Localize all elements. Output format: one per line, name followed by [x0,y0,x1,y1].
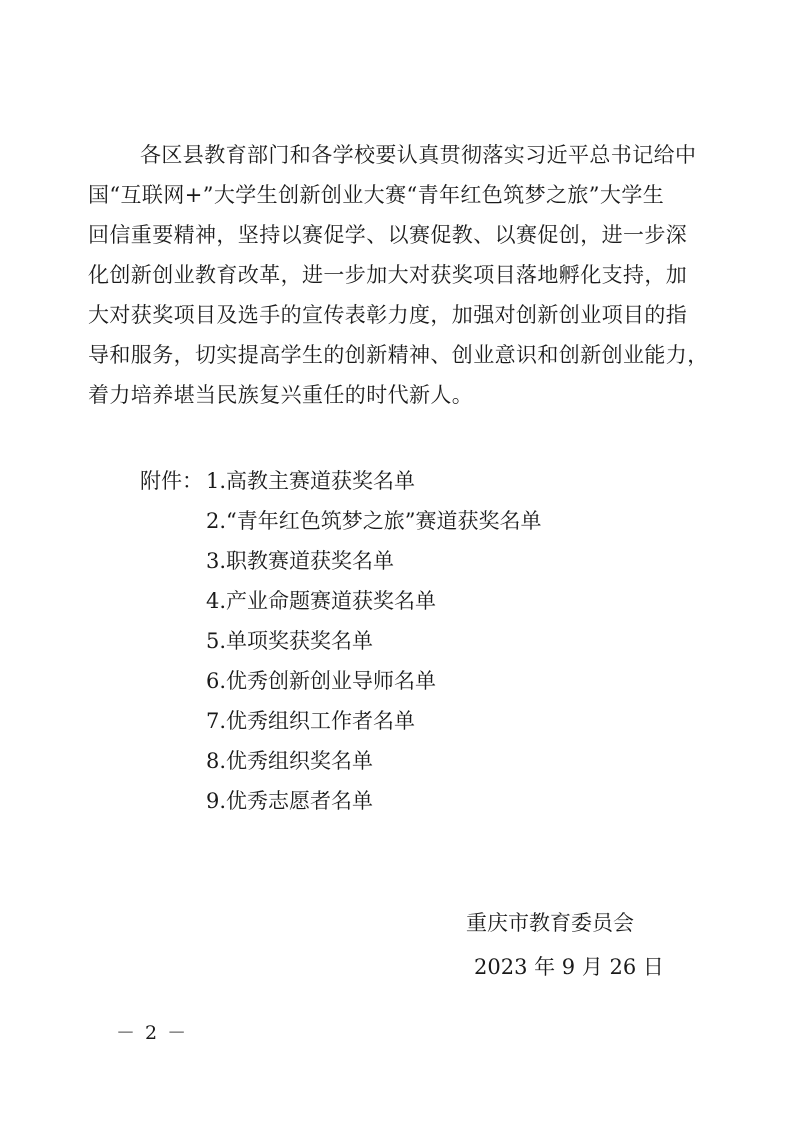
paragraph-line-5: 大对获奖项目及选手的宣传表彰力度，加强对创新创业项目的指 [88,303,688,327]
attachment-item: 5.单项奖获奖名单 [206,629,374,653]
attachments-label: 附件： [140,469,203,493]
attachment-item: 7.优秀组织工作者名单 [206,709,416,733]
attachment-item: 1.高教主赛道获奖名单 [206,469,416,493]
attachment-item: 9.优秀志愿者名单 [206,789,374,813]
paragraph-line-7: 着力培养堪当民族复兴重任的时代新人。 [88,383,474,407]
paragraph-line-1: 各区县教育部门和各学校要认真贯彻落实习近平总书记给中 [140,143,697,167]
issuing-organization: 重庆市教育委员会 [466,911,634,935]
paragraph-line-6: 导和服务，切实提高学生的创新精神、创业意识和创新创业能力， [88,343,709,367]
paragraph-line-2: 国“互联网+”大学生创新创业大赛“青年红色筑梦之旅”大学生 [88,183,665,207]
paragraph-line-3: 回信重要精神，坚持以赛促学、以赛促教、以赛促创，进一步深 [88,223,688,247]
issue-date: 2023 年 9 月 26 日 [474,955,664,979]
attachment-item: 3.职教赛道获奖名单 [206,549,395,573]
paragraph-line-4: 化创新创业教育改革，进一步加大对获奖项目落地孵化支持，加 [88,263,688,287]
attachment-item: 4.产业命题赛道获奖名单 [206,589,437,613]
attachment-item: 8.优秀组织奖名单 [206,749,374,773]
page-number: － 2 － [116,1022,189,1044]
attachment-item: 6.优秀创新创业导师名单 [206,669,437,693]
attachment-item: 2.“青年红色筑梦之旅”赛道获奖名单 [206,509,542,533]
